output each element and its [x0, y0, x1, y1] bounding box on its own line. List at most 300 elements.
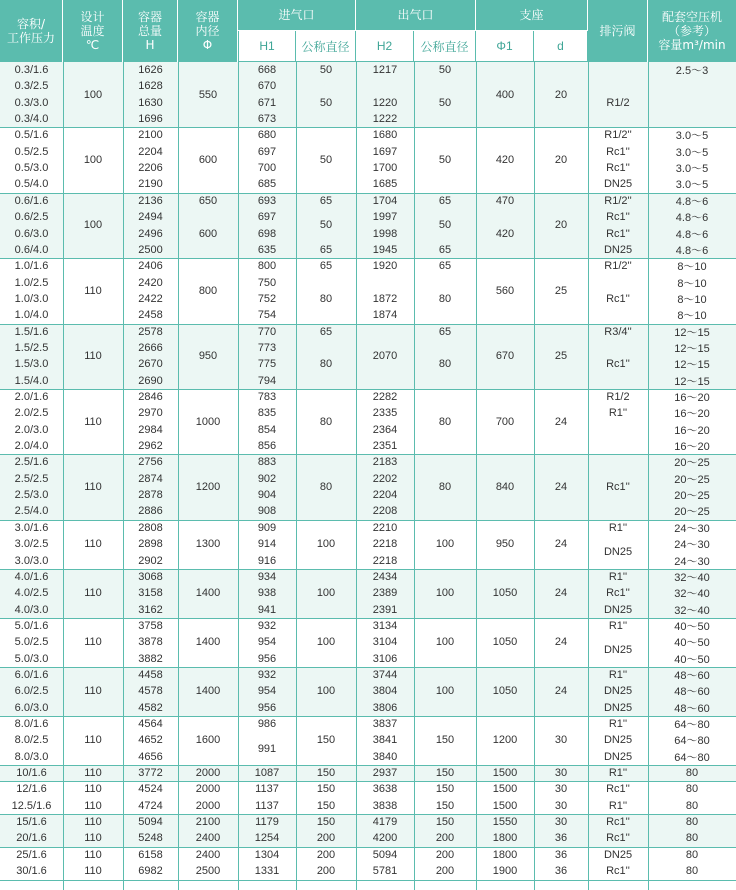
cell-H1: 904	[257, 489, 277, 502]
cell-H2: 3104	[372, 636, 398, 649]
cell-in-dn: 150	[316, 799, 336, 812]
cell-H2: 2335	[372, 407, 398, 420]
cell-H1: 1179	[255, 816, 279, 829]
cell-cap: 2.0/3.0	[14, 423, 49, 436]
cell-d: 20	[554, 88, 568, 101]
cell-H1: 908	[257, 505, 277, 518]
cell-H2: 1680	[372, 129, 398, 142]
cell-phi1: 420	[495, 227, 515, 240]
cell-H1: 770	[257, 325, 277, 338]
cell-cap: 0.6/2.5	[14, 211, 49, 224]
cell-H1: 671	[257, 96, 277, 109]
cell-phi1: 1500	[492, 783, 518, 796]
cell-H2: 3638	[372, 783, 398, 796]
cell-H: 2206	[138, 162, 163, 175]
cell-H1: 800	[257, 260, 277, 273]
cell-comp: 4.8～6	[675, 228, 709, 241]
cell-H: 3758	[138, 619, 163, 632]
cell-comp: 4.8～6	[675, 212, 709, 225]
cell-H: 2902	[138, 554, 163, 567]
cell-H1: 986	[257, 718, 277, 730]
cell-comp: 32～40	[674, 571, 710, 584]
cell-H: 2970	[138, 407, 163, 420]
cell-drain: DN25	[603, 644, 633, 657]
cell-phi1: 1800	[492, 832, 518, 845]
header-h2: H2	[356, 31, 414, 62]
cell-phi1: 1050	[492, 685, 518, 698]
cell-d: 24	[554, 685, 568, 698]
cell-out-dn: 150	[435, 816, 455, 829]
cell-H: 2756	[138, 456, 163, 469]
cell-comp: 40～50	[674, 620, 710, 633]
cell-drain: R1/2	[606, 391, 630, 403]
cell-comp: 64～80	[674, 735, 710, 748]
cell-temp: 110	[84, 284, 102, 297]
cell-H1: 938	[257, 587, 277, 600]
cell-temp: 110	[84, 480, 102, 493]
cell-H1: 700	[257, 162, 277, 175]
cell-phi: 1400	[195, 685, 221, 698]
header-outlet-dn: 公称直径	[414, 31, 476, 62]
cell-H1: 1137	[255, 799, 279, 812]
cell-drain: Rc1''	[606, 816, 630, 829]
cell-drain: Rc1''	[606, 227, 630, 240]
cell-comp: 16～20	[674, 424, 710, 437]
cell-temp: 110	[84, 636, 102, 649]
cell-H2: 1217	[372, 64, 398, 76]
cell-cap: 15/1.6	[16, 816, 47, 829]
cell-cap: 2.0/4.0	[14, 440, 49, 453]
cell-H: 2690	[138, 374, 163, 387]
cell-cap: 0.5/1.6	[14, 129, 49, 142]
cell-in-dn: 100	[316, 538, 336, 551]
cell-drain: DN25	[603, 734, 633, 747]
cell-H1: 697	[257, 145, 277, 158]
header-drain-valve: 排污阀	[588, 0, 648, 62]
cell-cap: 1.0/1.6	[14, 260, 49, 273]
cell-comp: 80	[685, 865, 699, 878]
cell-temp: 110	[84, 865, 102, 878]
cell-in-dn: 80	[319, 415, 333, 428]
cell-out-dn: 50	[438, 219, 452, 232]
cell-phi: 650	[198, 194, 218, 207]
cell-cap: 25/1.6	[16, 848, 47, 861]
cell-H1: 752	[257, 292, 277, 305]
cell-H: 1626	[138, 64, 163, 76]
cell-H1: 698	[257, 227, 277, 240]
cell-H2: 1222	[372, 113, 398, 126]
cell-comp: 3.0～5	[675, 130, 709, 143]
cell-comp: 24～30	[674, 539, 710, 552]
cell-comp: 40～50	[674, 637, 710, 650]
cell-comp: 48～60	[674, 686, 710, 699]
cell-phi: 600	[198, 227, 218, 240]
cell-cap: 8.0/1.6	[14, 718, 49, 730]
cell-d: 30	[554, 767, 568, 780]
cell-drain: R1''	[608, 718, 628, 730]
header-outlet: 出气口	[356, 0, 476, 31]
cell-H2: 2070	[372, 350, 398, 363]
header-inlet-dn: 公称直径	[296, 31, 356, 62]
cell-drain: Rc1''	[606, 480, 630, 493]
cell-H1: 956	[257, 652, 277, 665]
cell-H: 4458	[138, 668, 163, 681]
cell-cap: 0.6/1.6	[14, 194, 49, 207]
cell-H2: 3744	[372, 668, 398, 681]
cell-comp: 4.8～6	[675, 195, 709, 208]
cell-in-dn: 50	[319, 96, 333, 109]
cell-H: 4564	[138, 718, 163, 730]
cell-drain: DN25	[603, 243, 633, 256]
cell-comp: 16～20	[674, 441, 710, 454]
cell-phi: 600	[198, 153, 218, 166]
cell-cap: 2.5/3.0	[14, 489, 49, 502]
cell-temp: 110	[84, 799, 102, 812]
header-inner-diameter: 容器 内径 Φ	[178, 0, 238, 62]
cell-d: 30	[554, 816, 568, 829]
cell-phi: 1300	[195, 538, 221, 551]
cell-d: 36	[554, 832, 568, 845]
cell-d: 24	[554, 480, 568, 493]
cell-H: 2898	[138, 538, 163, 551]
cell-d: 30	[554, 799, 568, 812]
cell-in-dn: 80	[319, 480, 333, 493]
cell-H2: 2218	[372, 538, 398, 551]
cell-H: 2984	[138, 423, 163, 436]
cell-H2: 1685	[372, 178, 398, 191]
cell-out-dn: 200	[435, 865, 455, 878]
cell-d: 30	[554, 734, 568, 747]
cell-H2: 4200	[372, 832, 398, 845]
cell-H1: 750	[257, 276, 277, 289]
cell-drain: DN25	[603, 848, 633, 861]
cell-cap: 0.5/4.0	[14, 178, 49, 191]
cell-H: 2190	[138, 178, 163, 191]
cell-cap: 4.0/3.0	[14, 603, 49, 616]
cell-drain: R1''	[608, 521, 628, 534]
cell-cap: 0.3/2.5	[14, 80, 49, 93]
cell-comp: 8～10	[677, 293, 707, 306]
cell-H: 2420	[138, 276, 163, 289]
cell-H: 2494	[138, 211, 163, 224]
cell-phi1: 1900	[492, 865, 518, 878]
cell-H1: 668	[257, 64, 277, 76]
cell-d: 24	[554, 636, 568, 649]
cell-cap: 4.0/1.6	[14, 570, 49, 583]
cell-H2: 1997	[372, 211, 398, 224]
cell-phi: 1400	[195, 636, 221, 649]
cell-temp: 110	[84, 415, 102, 428]
cell-cap: 1.5/1.6	[14, 325, 49, 338]
cell-H1: 670	[257, 80, 277, 93]
cell-comp: 32～40	[674, 588, 710, 601]
cell-H: 6158	[138, 848, 163, 861]
cell-H: 3162	[138, 603, 163, 616]
cell-drain: R1''	[608, 619, 628, 632]
cell-H: 2136	[138, 194, 163, 207]
cell-in-dn: 65	[319, 325, 333, 338]
cell-out-dn: 150	[435, 767, 455, 780]
header-compressor: 配套空压机 （参考） 容量m³/min	[648, 0, 736, 62]
cell-comp: 12～15	[674, 375, 710, 388]
cell-out-dn: 65	[438, 194, 452, 207]
cell-H: 3878	[138, 636, 163, 649]
cell-phi: 2000	[195, 799, 221, 812]
cell-d: 25	[554, 350, 568, 363]
cell-H2: 5781	[372, 865, 398, 878]
cell-comp: 20～25	[674, 473, 710, 486]
cell-out-dn: 100	[435, 685, 455, 698]
cell-comp: 16～20	[674, 408, 710, 421]
cell-H1: 932	[257, 619, 277, 632]
cell-H1: 934	[257, 570, 277, 583]
cell-H: 2422	[138, 292, 163, 305]
cell-temp: 110	[84, 587, 102, 600]
cell-H: 2670	[138, 358, 163, 371]
cell-in-dn: 50	[319, 153, 333, 166]
cell-drain: DN25	[603, 546, 633, 559]
cell-H1: 685	[257, 178, 277, 191]
cell-H1: 854	[257, 423, 277, 436]
cell-d: 30	[554, 783, 568, 796]
cell-phi: 1400	[195, 587, 221, 600]
cell-H1: 956	[257, 701, 277, 714]
cell-comp: 80	[685, 832, 699, 845]
cell-phi1: 400	[495, 88, 515, 101]
cell-H2: 2218	[372, 554, 398, 567]
cell-cap: 1.0/3.0	[14, 292, 49, 305]
cell-drain: DN25	[603, 178, 633, 191]
cell-H1: 1304	[254, 848, 280, 861]
cell-comp: 8～10	[677, 261, 707, 274]
cell-cap: 6.0/3.0	[14, 701, 49, 714]
cell-H2: 3106	[372, 652, 398, 665]
cell-H2: 1220	[372, 96, 398, 109]
cell-cap: 1.0/4.0	[14, 309, 49, 322]
cell-H2: 2210	[372, 521, 398, 534]
cell-cap: 3.0/2.5	[14, 538, 49, 551]
cell-cap: 6.0/2.5	[14, 685, 49, 698]
cell-H1: 909	[257, 521, 277, 534]
cell-drain: R1/2	[606, 96, 630, 109]
cell-H: 2100	[138, 129, 163, 142]
cell-drain: R1''	[608, 799, 628, 812]
cell-comp: 8～10	[677, 277, 707, 290]
cell-phi: 2000	[195, 767, 221, 780]
cell-H1: 1331	[254, 865, 280, 878]
cell-temp: 110	[84, 832, 102, 845]
table-bottom-border	[0, 880, 736, 881]
cell-d: 24	[554, 587, 568, 600]
cell-d: 24	[554, 538, 568, 551]
cell-out-dn: 100	[435, 538, 455, 551]
cell-H: 2204	[138, 145, 163, 158]
cell-H2: 2389	[372, 587, 398, 600]
cell-phi1: 1200	[492, 734, 518, 747]
cell-cap: 2.0/1.6	[14, 391, 49, 403]
cell-cap: 12.5/1.6	[11, 799, 52, 812]
cell-cap: 0.5/3.0	[14, 162, 49, 175]
cell-in-dn: 100	[316, 587, 336, 600]
cell-comp: 12～15	[674, 326, 710, 339]
cell-comp: 20～25	[674, 506, 710, 519]
cell-cap: 30/1.6	[16, 865, 47, 878]
cell-H2: 2351	[372, 440, 398, 453]
cell-comp: 12～15	[674, 359, 710, 372]
cell-H2: 2208	[372, 505, 398, 518]
cell-H2: 2364	[372, 423, 398, 436]
cell-H1: 914	[257, 538, 277, 551]
cell-cap: 2.5/4.0	[14, 505, 49, 518]
cell-H1: 954	[257, 685, 277, 698]
cell-H1: 773	[257, 341, 277, 354]
cell-H: 1628	[138, 80, 163, 93]
cell-drain: Rc1''	[606, 145, 630, 158]
cell-comp: 20～25	[674, 490, 710, 503]
cell-phi: 2100	[195, 816, 221, 829]
cell-temp: 110	[84, 816, 102, 829]
cell-out-dn: 50	[438, 64, 452, 76]
cell-cap: 1.5/2.5	[14, 341, 49, 354]
cell-out-dn: 50	[438, 153, 452, 166]
cell-H1: 1087	[254, 767, 280, 780]
cell-comp: 2.5～3	[675, 65, 709, 77]
cell-phi1: 1050	[492, 587, 518, 600]
cell-H2: 1945	[372, 243, 398, 256]
cell-drain: DN25	[603, 750, 633, 763]
cell-H2: 1920	[372, 260, 398, 273]
cell-H1: 1254	[254, 832, 280, 845]
cell-cap: 0.3/3.0	[14, 96, 49, 109]
cell-phi1: 670	[495, 350, 515, 363]
cell-phi: 550	[198, 88, 218, 101]
cell-H2: 3134	[372, 619, 398, 632]
cell-comp: 64～80	[674, 719, 710, 731]
cell-H2: 1998	[372, 227, 398, 240]
cell-comp: 24～30	[674, 555, 710, 568]
cell-drain: R1/2''	[604, 194, 632, 207]
cell-phi: 2000	[195, 783, 221, 796]
cell-phi: 950	[198, 350, 218, 363]
cell-H1: 883	[257, 456, 277, 469]
cell-temp: 110	[84, 848, 102, 861]
cell-comp: 3.0～5	[675, 179, 709, 192]
cell-H: 4524	[138, 783, 163, 796]
cell-drain: R1/2''	[604, 129, 632, 142]
cell-temp: 110	[84, 783, 102, 796]
cell-cap: 0.6/4.0	[14, 243, 49, 256]
cell-cap: 6.0/1.6	[14, 668, 49, 681]
cell-comp: 64～80	[674, 751, 710, 764]
cell-cap: 0.5/2.5	[14, 145, 49, 158]
cell-drain: DN25	[603, 701, 633, 714]
cell-drain: Rc1''	[606, 832, 630, 845]
cell-out-dn: 200	[435, 848, 455, 861]
cell-phi1: 1500	[492, 767, 518, 780]
cell-H1: 835	[257, 407, 277, 420]
cell-H: 2666	[138, 341, 163, 354]
cell-H: 2808	[138, 521, 163, 534]
cell-temp: 110	[84, 685, 102, 698]
cell-comp: 80	[685, 783, 699, 796]
cell-phi1: 1800	[492, 848, 518, 861]
cell-cap: 10/1.6	[16, 767, 47, 780]
cell-phi1: 700	[495, 415, 515, 428]
cell-H1: 693	[257, 194, 277, 207]
cell-H: 5094	[138, 816, 163, 829]
cell-phi1: 840	[495, 480, 515, 493]
cell-H: 2496	[138, 227, 163, 240]
cell-cap: 0.3/4.0	[14, 113, 49, 126]
cell-in-dn: 200	[316, 832, 336, 845]
cell-H: 2962	[138, 440, 163, 453]
cell-in-dn: 80	[319, 358, 333, 371]
cell-d: 20	[554, 153, 568, 166]
cell-comp: 40～50	[674, 653, 710, 666]
cell-cap: 0.6/3.0	[14, 227, 49, 240]
cell-cap: 4.0/2.5	[14, 587, 49, 600]
cell-temp: 100	[83, 88, 103, 101]
cell-in-dn: 150	[316, 767, 336, 780]
cell-comp: 32～40	[674, 604, 710, 617]
cell-phi1: 420	[495, 153, 515, 166]
cell-drain: Rc1''	[606, 587, 630, 600]
cell-out-dn: 150	[435, 783, 455, 796]
cell-phi: 2500	[195, 865, 221, 878]
header-capacity-pressure: 容积/ 工作压力	[0, 0, 63, 62]
cell-H1: 754	[257, 309, 277, 322]
cell-comp: 20～25	[674, 457, 710, 470]
cell-comp: 80	[685, 816, 699, 829]
cell-H2: 1704	[372, 194, 398, 207]
cell-drain: R1''	[608, 407, 628, 420]
cell-H: 4578	[138, 685, 163, 698]
cell-out-dn: 80	[438, 292, 452, 305]
cell-H1: 697	[257, 211, 277, 224]
cell-H: 4582	[138, 701, 163, 714]
cell-H1: 954	[257, 636, 277, 649]
cell-temp: 110	[84, 350, 102, 363]
cell-drain: R1''	[608, 668, 628, 681]
cell-H2: 2204	[372, 489, 398, 502]
cell-in-dn: 50	[319, 219, 333, 232]
cell-H: 3882	[138, 652, 163, 665]
cell-phi: 800	[198, 284, 218, 297]
cell-drain: Rc1''	[606, 783, 630, 796]
cell-out-dn: 65	[438, 243, 452, 256]
cell-drain: DN25	[603, 685, 633, 698]
cell-in-dn: 65	[319, 243, 333, 256]
cell-H: 6982	[138, 865, 163, 878]
cell-H1: 794	[257, 374, 277, 387]
cell-comp: 3.0～5	[675, 163, 709, 176]
cell-H: 1630	[138, 96, 163, 109]
cell-in-dn: 80	[319, 292, 333, 305]
cell-cap: 3.0/3.0	[14, 554, 49, 567]
cell-d: 25	[554, 284, 568, 297]
cell-out-dn: 65	[438, 260, 452, 273]
cell-H2: 2183	[372, 456, 398, 469]
cell-out-dn: 80	[438, 480, 452, 493]
cell-drain: Rc1''	[606, 162, 630, 175]
cell-in-dn: 100	[316, 636, 336, 649]
cell-cap: 0.3/1.6	[14, 64, 49, 76]
cell-H: 3068	[138, 570, 163, 583]
cell-in-dn: 65	[319, 260, 333, 273]
cell-drain: R3/4''	[604, 325, 632, 338]
cell-H: 2878	[138, 489, 163, 502]
cell-phi1: 560	[495, 284, 515, 297]
